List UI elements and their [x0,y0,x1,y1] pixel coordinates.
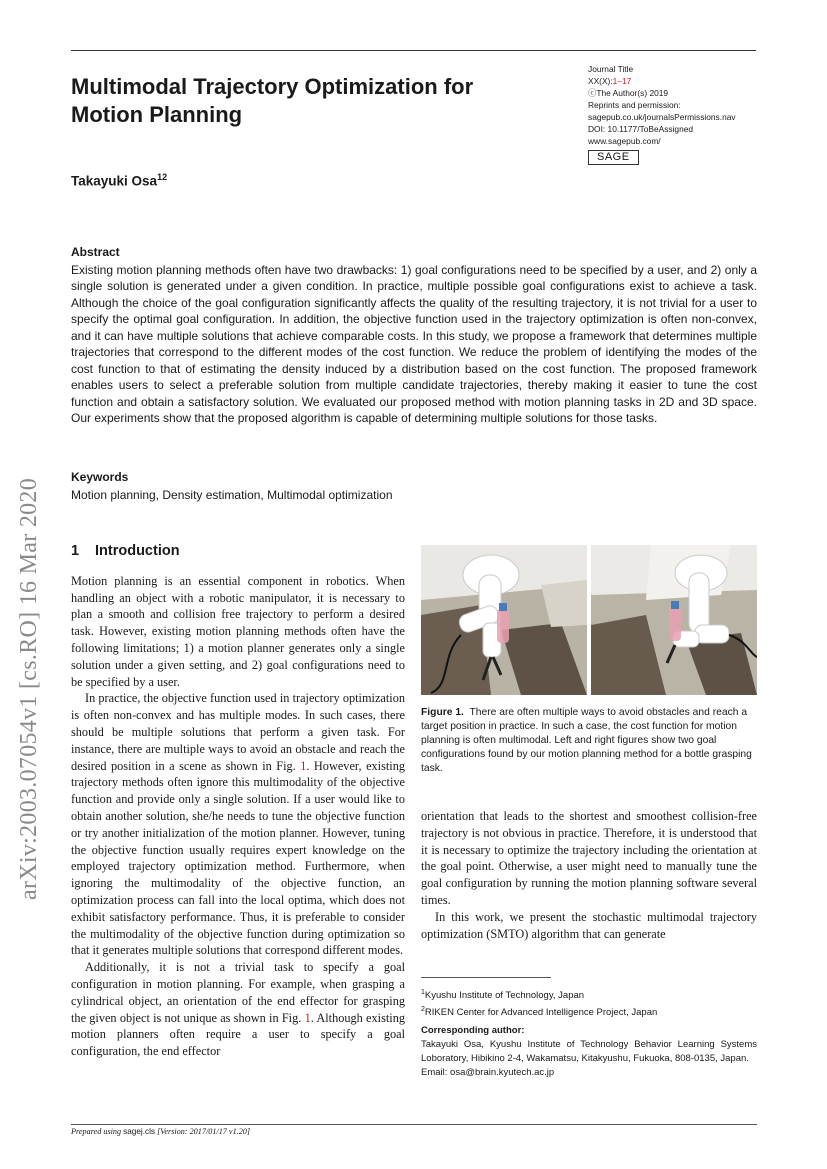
right-column [421,808,757,942]
journal-volume: XX(X):1–17 [588,76,632,86]
abstract-text: Existing motion planning methods often have two drawbacks: 1) goal configurations need to be specified by a user, and 2) only a single solution is generated under a given condition. In practice, multiple possible goal configurations exist to achieve a task. Although the choice of the goal configuration significantly affects the quality of the resulting trajectory, it is not trivial for a user to specify the optimal goal configuration. In addition, the objective function used in the trajectory optimization is often non-convex, and it can have multiple solutions that achieve comparable costs. In this study, we propose a framework that determines multiple trajectories that correspond to the different modes of the cost function. We reduce the problem of identifying the modes of the cost function to that of estimating the density induced by a distribution based on the cost function. The proposed framework enables users to select a preferable solution from multiple candidate trajectories, thereby making it easier to tune the cost function and obtain a satisfactory solution. We evaluated our proposed method with motion planning tasks in 2D and 3D space. Our experiments show that the proposed algorithm is capable of determining multiple solutions for those tasks. [71,262,757,425]
sage-logo: SAGE [588,150,639,165]
permissions-url: sagepub.co.uk/journalsPermissions.nav [588,112,736,122]
section-title: Introduction [95,543,180,559]
section-number: 1 [71,543,80,559]
section-heading [71,543,405,560]
page-range-link[interactable]: 1–17 [612,76,632,86]
footnote-rule [421,977,551,978]
left-column [71,543,405,1060]
figure-caption-text: There are often multiple ways to avoid obstacles and reach a target position in practice. In such a case, the cost function for motion planning is often multimodal. Left and right figures show two goal configurations found by our motion planning method for a bottle grasping task. [421,707,752,774]
corresponding-address: Takayuki Osa, Kyushu Institute of Technology Behavior Learning Systems Loboratory, Hibikino 2-4, Wakamatsu, Kitakyushu, Fukuoka, 808-0135, Japan. [421,1039,757,1064]
footer-rule [71,1124,757,1125]
robot-photo-right [591,545,757,695]
abstract [71,244,757,427]
arxiv-sidebar-id: arXiv:2003.07054v1 [cs.RO] 16 Mar 2020 [16,477,42,900]
journal-title: Journal Title [588,64,634,74]
title-line-1: Multimodal Trajectory Optimization for [71,74,474,99]
doi: DOI: 10.1177/ToBeAssigned [588,124,694,134]
abstract-heading: Abstract [71,245,120,259]
figure-ref-link[interactable]: 1 [300,758,307,773]
figure-1-images [421,545,757,695]
intro-paragraph-1: Motion planning is an essential component in robotics. When handling an object with a robotic manipulator, it is necessary to plan a smooth and collision free trajectory to perform a desired task. However, existing motion planning methods often have the following limitations; 1) a motion planner generates only a single solution under a given setting, and 2) goal configurations need to be specified by a user. [71,573,405,689]
copyright: ⓒThe Author(s) 2019 [588,88,669,98]
intro-paragraph-4: In this work, we present the stochastic multimodal trajectory optimization (SMTO) algorithm that can generate [421,909,757,941]
corresponding-email[interactable]: Email: osa@brain.kyutech.ac.jp [421,1067,555,1078]
intro-paragraph-3: Additionally, it is not a trivial task to specify a goal configuration in motion planning. For example, when grasping a cylindrical object, an orientation of the end effector for grasping the given object is not unique as shown in Fig. 1. Although existing motion planners often require a user to specify a goal configuration, the end effector [71,960,405,1059]
footer: Prepared using sagej.cls [Version: 2017/01/17 v1.20] [71,1127,251,1136]
figure-1-caption [421,706,757,776]
author [71,172,167,189]
reprints-label: Reprints and permission: [588,100,681,110]
figure-label: Figure 1. [421,707,464,718]
class-file: sagej.cls [123,1127,156,1136]
title-line-2: Motion Planning [71,102,243,127]
keywords [71,469,757,503]
footnotes [421,986,761,1020]
robot-photo-left [421,545,587,695]
intro-paragraph-2: In practice, the objective function used in trajectory optimization is often non-convex and has multiple modes. In such cases, there should be multiple solutions that perform a given task. For instance, there are multiple ways to avoid an obstacle and reach the desired position in a scene as shown in Fig. 1. However, existing trajectory methods often ignore this multimodality of the objective function and provide only a single solution. If a user would like to obtain another solution, she/he needs to tune the objective function or try another initialization of the motion planner. However, tuning the objective function usually requires expert knowledge on the employed trajectory optimization method. Furthermore, when ignoring the multimodality of the objective function, an optimization process can fall into the local optima, which does not exhibit satisfactory performance. Thus, it is preferable to consider the multimodality of the objective function during optimization so that it generates multiple solutions that correspond different modes. [71,691,406,958]
paper-title [71,73,551,129]
figure-ref-link[interactable]: 1 [304,1010,311,1025]
affiliation-2: $^2$RIKEN Center for Advanced Intelligence Project, Japan [421,1006,658,1019]
publisher-website: www.sagepub.com/ [588,136,661,146]
author-name: Takayuki Osa [71,173,158,189]
keywords-text: Motion planning, Density estimation, Multimodal optimization [71,487,393,502]
journal-info [588,63,758,165]
keywords-heading: Keywords [71,470,129,484]
intro-paragraph-3-cont: orientation that leads to the shortest and smoothest collision-free trajectory is not obvious in practice. Therefore, it is understood that it is necessary to optimize the trajectory including the orientation at the goal point. Otherwise, a user might need to manually tune the goal configuration by running the motion planning software several times. [421,809,757,907]
corresponding-author [421,1024,757,1080]
author-affiliation-marks: 12 [157,172,168,182]
affiliation-1: $^1$Kyushu Institute of Technology, Japan [421,989,585,1002]
corresponding-heading: Corresponding author: [421,1025,525,1036]
header-rule [71,50,756,51]
